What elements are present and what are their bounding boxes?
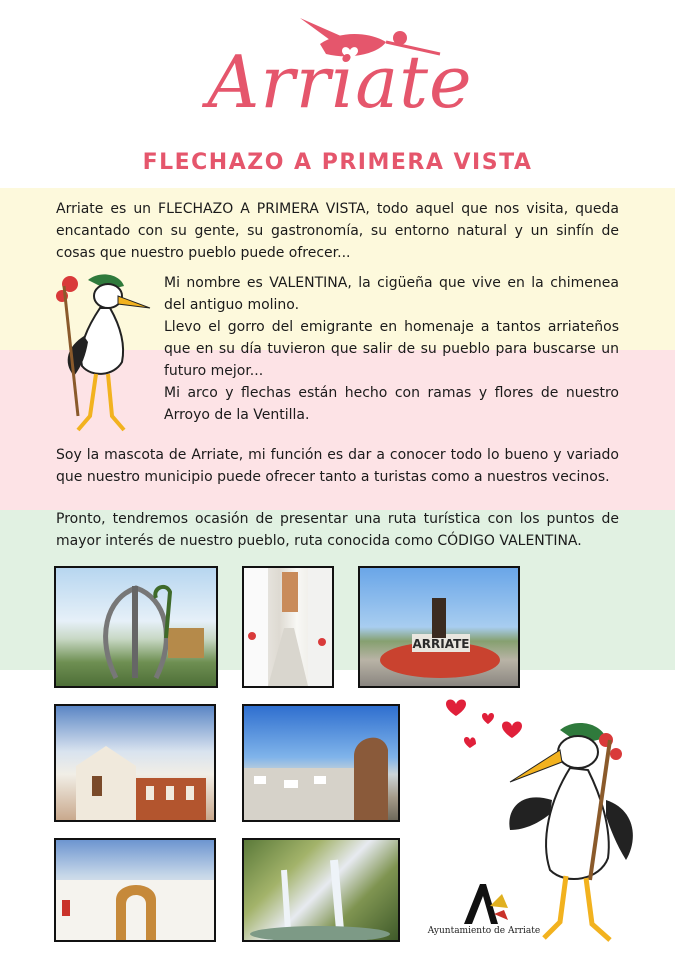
- heart-icon: [482, 713, 494, 724]
- heart-icon: [502, 722, 522, 739]
- photo-arriate-roundabout: [358, 566, 520, 688]
- valentina-paragraph: [164, 272, 619, 426]
- arriate-logo: [190, 10, 490, 142]
- photo-town-panorama-sculpture: [242, 704, 400, 822]
- valentina-line-1: Mi nombre es VALENTINA, la cigüeña que vive en la chimenea del antiguo molino.: [164, 275, 619, 313]
- mascot-paragraph: Soy la mascota de Arriate, mi función es dar a conocer todo lo bueno y variado que nuestro municipio puede ofrecer tanto a turistas como a nuestros vecinos.: [56, 447, 619, 485]
- valentina-line-3: Mi arco y flechas están hecho con ramas y flores de nuestro Arroyo de la Ventilla.: [164, 385, 619, 423]
- stork-mascot-icon: [48, 266, 152, 438]
- photo-church-tower-street: [242, 566, 334, 688]
- ayuntamiento-logo: [424, 880, 544, 940]
- intro-paragraph: Arriate es un FLECHAZO A PRIMERA VISTA, todo aquel que nos visita, queda encantado con su gente, su gastronomía, su entorno natural y un sinfín de cosas que nuestro pueblo puede ofrecer...: [56, 201, 619, 261]
- heart-icon: [446, 700, 466, 717]
- logo-text: Arriate: [207, 40, 473, 124]
- ayuntamiento-text: Ayuntamiento de Arriate: [427, 926, 541, 936]
- photo-plaza-arches: [54, 838, 216, 942]
- page-subtitle: FLECHAZO A PRIMERA VISTA: [142, 150, 533, 175]
- heart-icon: [464, 737, 476, 748]
- photo-monument-viewpoint: [54, 566, 218, 688]
- roundabout-sign-text: ARRIATE: [412, 637, 470, 651]
- photo-arroyo-waterfall: [242, 838, 400, 942]
- ayuntamiento-logo-icon: [460, 880, 510, 926]
- photo-church-clouds: [54, 704, 216, 822]
- valentina-line-2: Llevo el gorro del emigrante en homenaje a tantos arriateños que en su día tuvieron que salir de su pueblo para buscarse un futuro mejor...: [164, 319, 619, 379]
- route-paragraph: Pronto, tendremos ocasión de presentar una ruta turística con los puntos de mayor interés de nuestro pueblo, ruta conocida como CÓDIGO VALENTINA.: [56, 511, 619, 549]
